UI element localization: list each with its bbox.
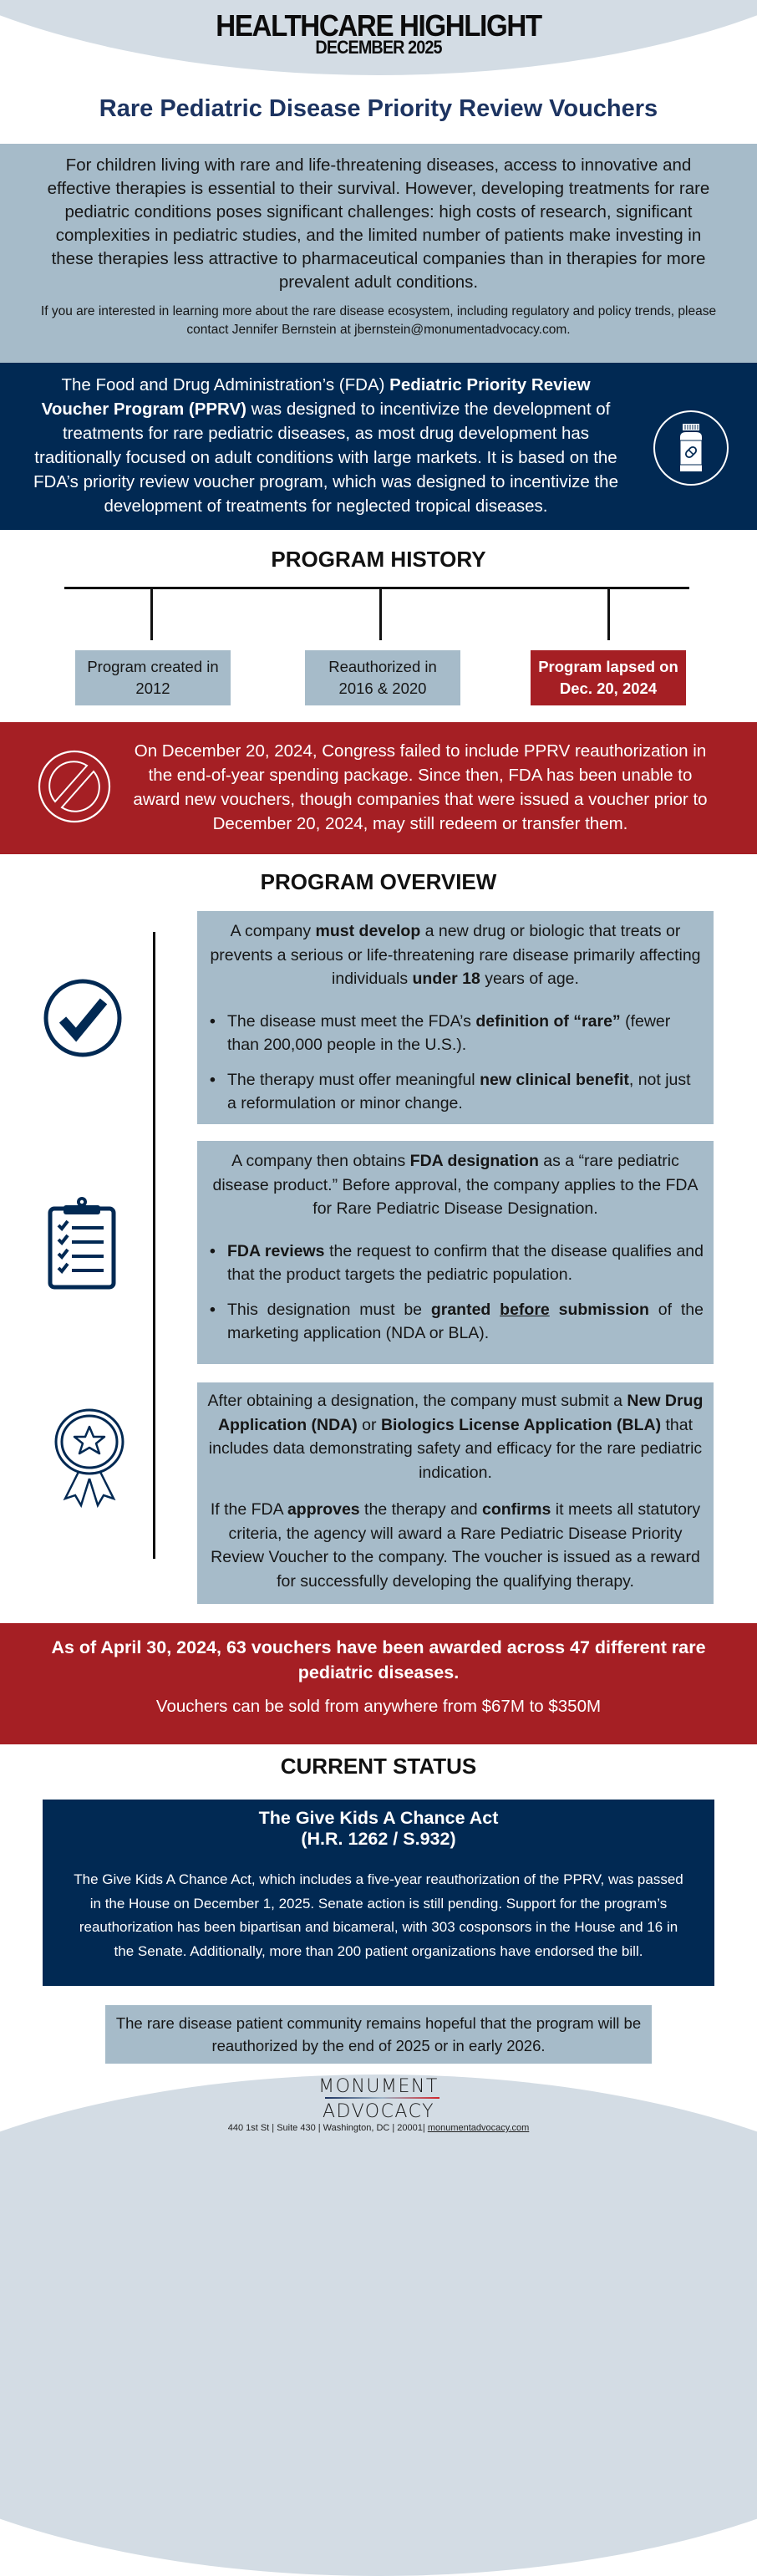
history-title: PROGRAM HISTORY	[271, 547, 486, 572]
act-body: The Give Kids A Chance Act, which includes a five-year reauthorization of the PPRV, was passed in the House on December 1, 2025. Senate action is still pending. Support for the program’s reauthorization has been bipartisan and bicameral, with 303 cosponsors in the House and 16 in the Senate. Additionally, more than 200 patient organizations have endorsed the bill.	[74, 1871, 683, 1959]
intro-body: For children living with rare and life-threatening diseases, access to innovative and effective therapies is essential to their survival. However, developing treatments for rare pediatric conditions poses significant challenges: high costs of research, significant complexities in pediatric studies, and the limited number of patients make investing in these therapies less attractive to pharmaceutical companies than in therapies for more prevalent adult conditions.	[47, 155, 710, 292]
prohibited-icon	[37, 749, 112, 824]
intro-section	[0, 144, 757, 363]
pill-bottle-icon	[653, 410, 729, 486]
step-3-paragraph-2: If the FDA approves the therapy and confirms it meets all statutory criteria, the agency will award a Rare Pediatric Disease Priority Review Voucher to the company. The voucher is issued as a reward for successfully developing the qualifying therapy.	[210, 1500, 701, 1591]
milestone-reauthorized: Reauthorized in 2016 & 2020	[305, 650, 460, 705]
step-1-bullet: • The disease must meet the FDA’s definition of “rare” (fewer than 200,000 people in the U.S.).	[207, 1010, 704, 1057]
milestone-created: Program created in 2012	[75, 650, 231, 705]
award-ribbon-icon	[52, 1408, 127, 1509]
masthead-title: HEALTHCARE HIGHLIGHT	[216, 8, 541, 43]
timeline-tick	[607, 588, 610, 640]
act-title: The Give Kids A Chance Act	[258, 1808, 499, 1828]
logo-wordmark-bottom: ADVOCACY	[322, 2101, 435, 2122]
fda-program-text	[33, 373, 618, 518]
fda-text-pre: The Food and Drug Administration’s (FDA)	[61, 375, 390, 395]
timeline-tick	[150, 588, 153, 640]
page-title: Rare Pediatric Disease Priority Review Vouchers	[99, 95, 658, 122]
outlook-callout: The rare disease patient community remains hopeful that the program will be reauthorized by the end of 2025 or in early 2026.	[105, 2005, 652, 2064]
overview-title: PROGRAM OVERVIEW	[260, 869, 497, 894]
footer-address	[0, 2123, 757, 2133]
step-2-intro: A company then obtains FDA designation as a “rare pediatric disease product.” Before approval, the company applies to the FDA for Rare Pediatric Disease Designation.	[212, 1152, 699, 1218]
step-1-bullet: • The therapy must offer meaningful new clinical benefit, not just a reformulation or minor change.	[207, 1068, 704, 1116]
lapse-text: On December 20, 2024, Congress failed to include PPRV reauthorization in the end-of-year spending package. Since then, FDA has been unable to award new vouchers, though companies that were issued a voucher prior to December 20, 2024, may still redeem or transfer them.	[133, 741, 708, 833]
step-1-bullets	[207, 1010, 704, 1116]
step-1-intro: A company must develop a new drug or biologic that treats or prevents a serious or life-threatening rare disease primarily affecting individuals under 18 years of age.	[210, 922, 701, 988]
act-bill-number: (H.R. 1262 / S.932)	[301, 1829, 456, 1849]
timeline-tick	[379, 588, 382, 640]
step-2-bullet: • This designation must be granted before submission of the marketing application (NDA or BLA).	[207, 1298, 704, 1346]
timeline-line	[64, 587, 689, 589]
give-kids-a-chance-act-card	[43, 1800, 714, 1986]
current-status-title: CURRENT STATUS	[280, 1754, 477, 1779]
fda-text-post: was designed to incentivize the development of treatments for rare pediatric diseases, as most drug development has traditionally focused on adult conditions with large markets. It is based on the FDA’s priority review voucher program, which was designed to incentivize the development of treatments for neglected tropical diseases.	[33, 400, 618, 516]
voucher-stats-band	[0, 1623, 757, 1744]
fda-text-bold: Pediatric Priority Review Voucher Program (PPRV)	[41, 375, 591, 419]
lapse-band	[0, 722, 757, 854]
fda-program-band	[0, 363, 757, 530]
checkmark-circle-icon	[43, 978, 123, 1058]
clipboard-checklist-icon	[47, 1195, 119, 1291]
footer-arc-background	[0, 2075, 757, 2576]
website-link[interactable]: monumentadvocacy.com	[427, 2123, 530, 2133]
step-2-bullets	[207, 1240, 704, 1346]
voucher-stats-headline: As of April 30, 2024, 63 vouchers have been awarded across 47 different rare pediatric diseases.	[51, 1637, 706, 1683]
logo-wordmark-top: MONUMENT	[318, 2076, 439, 2097]
masthead-date: DECEMBER 2025	[315, 37, 442, 58]
milestone-lapsed: Program lapsed on Dec. 20, 2024	[531, 650, 686, 705]
step-3-paragraph-1: After obtaining a designation, the company must submit a New Drug Application (NDA) or Biologics License Application (BLA) that includes data demonstrating safety and efficacy for the rare pediatric indication.	[207, 1392, 704, 1482]
intro-contact: If you are interested in learning more about the rare disease ecosystem, including regulatory and policy trends, please contact Jennifer Bernstein at jbernstein@monumentadvocacy.com.	[40, 304, 717, 337]
overview-step-3-card	[197, 1382, 714, 1604]
step-2-bullet: • FDA reviews the request to confirm that the disease qualifies and that the product targets the pediatric population.	[207, 1240, 704, 1287]
logo-divider	[325, 2097, 439, 2099]
overview-vertical-line	[153, 932, 155, 1559]
overview-step-1-card	[197, 911, 714, 1124]
voucher-price-range: Vouchers can be sold from anywhere from $67M to $350M	[155, 1697, 602, 1716]
address-text: 440 1st St | Suite 430 | Washington, DC | 20001|	[227, 2123, 428, 2133]
overview-step-2-card	[197, 1141, 714, 1364]
